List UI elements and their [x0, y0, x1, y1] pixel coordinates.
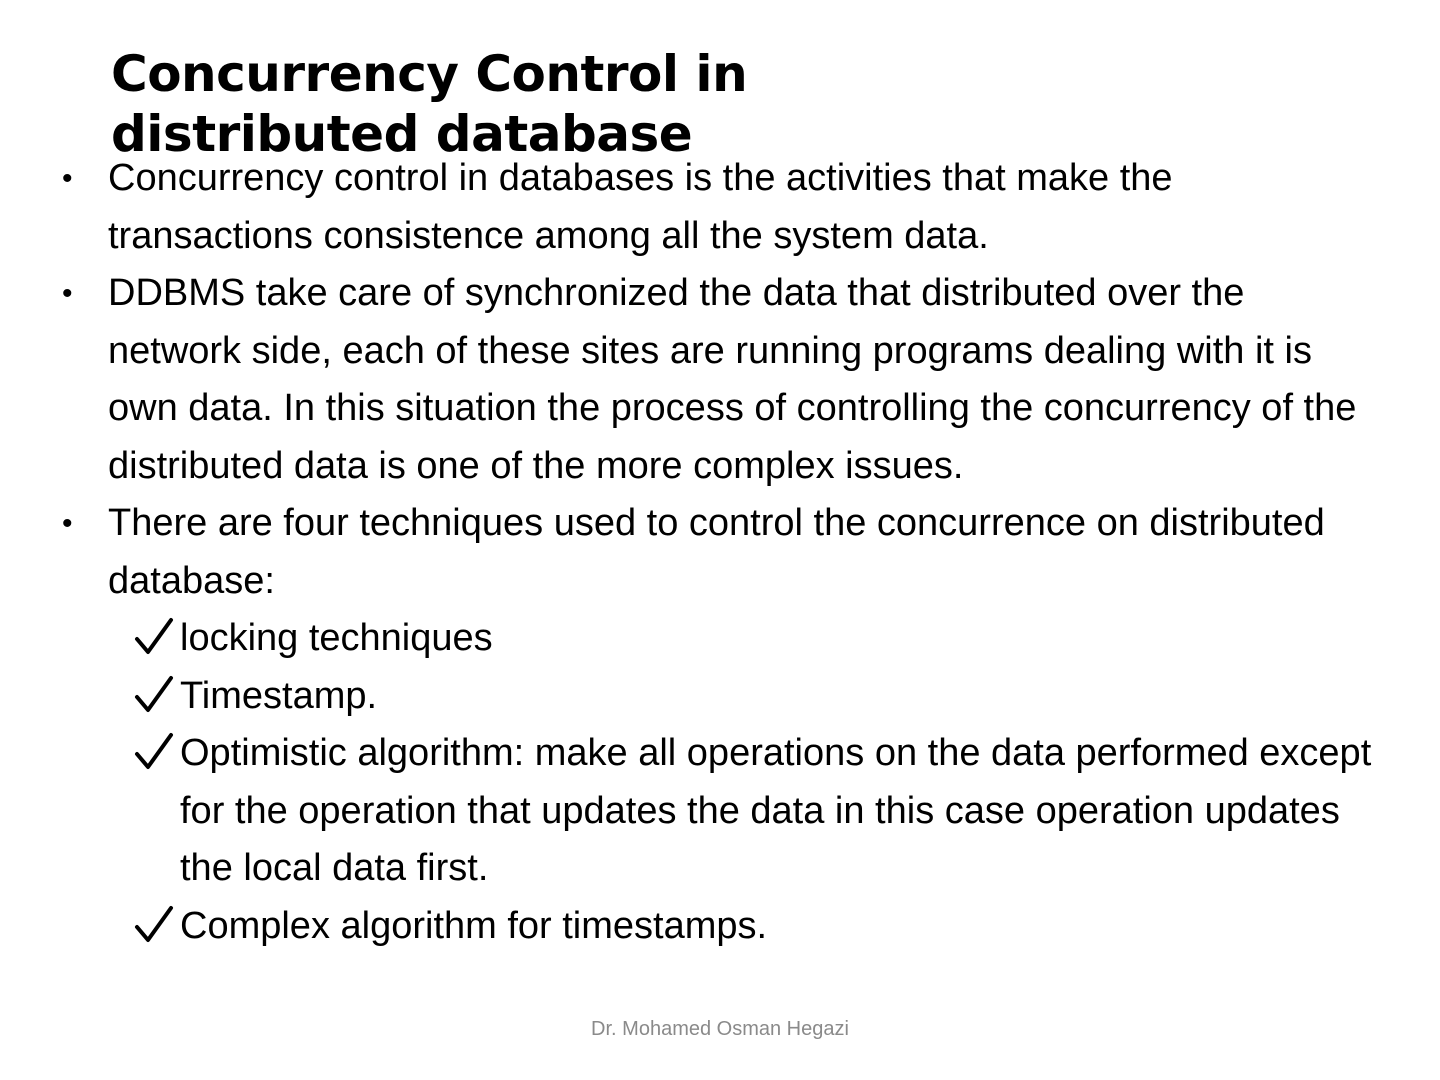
technique-text: locking techniques — [180, 617, 493, 659]
footer-author: Dr. Mohamed Osman Hegazi — [591, 1018, 849, 1040]
bullet-text: There are four techniques used to control the concurrence on distributed database: — [108, 502, 1325, 602]
checkmark-icon — [132, 731, 176, 775]
technique-list-container — [60, 610, 1380, 955]
bullet-text: DDBMS take care of synchronized the data that distributed over the network side, each of these sites are running programs dealing with it is own data. In this situation the process of controlling the concurrency of the distributed data is one of the more complex issues. — [108, 272, 1357, 487]
bullet-item — [60, 265, 1380, 495]
bullet-dot-icon: • — [62, 507, 73, 540]
technique-text: Timestamp. — [180, 674, 378, 717]
bullet-item — [60, 495, 1380, 610]
technique-text: Optimistic algorithm: make all operations on the data performed except for the operation that updates the data in this case operation updates the local data first. — [180, 732, 1372, 889]
bullet-item — [60, 150, 1380, 265]
bullet-text: Concurrency control in databases is the activities that make the transactions consistence among all the system data. — [108, 157, 1173, 257]
technique-item — [60, 725, 1380, 898]
bullet-dot-icon: • — [62, 162, 73, 195]
slide-title: Concurrency Control in distributed database — [111, 45, 748, 163]
checkmark-icon — [132, 904, 176, 948]
technique-item — [60, 610, 1380, 668]
checkmark-icon — [132, 674, 176, 718]
technique-item — [60, 898, 1380, 956]
technique-text: Complex algorithm for timestamps. — [180, 904, 768, 947]
bullet-list — [60, 150, 1380, 955]
bullet-dot-icon: • — [62, 277, 73, 310]
checkmark-icon — [132, 616, 176, 660]
technique-list — [60, 610, 1380, 955]
technique-item — [60, 668, 1380, 726]
